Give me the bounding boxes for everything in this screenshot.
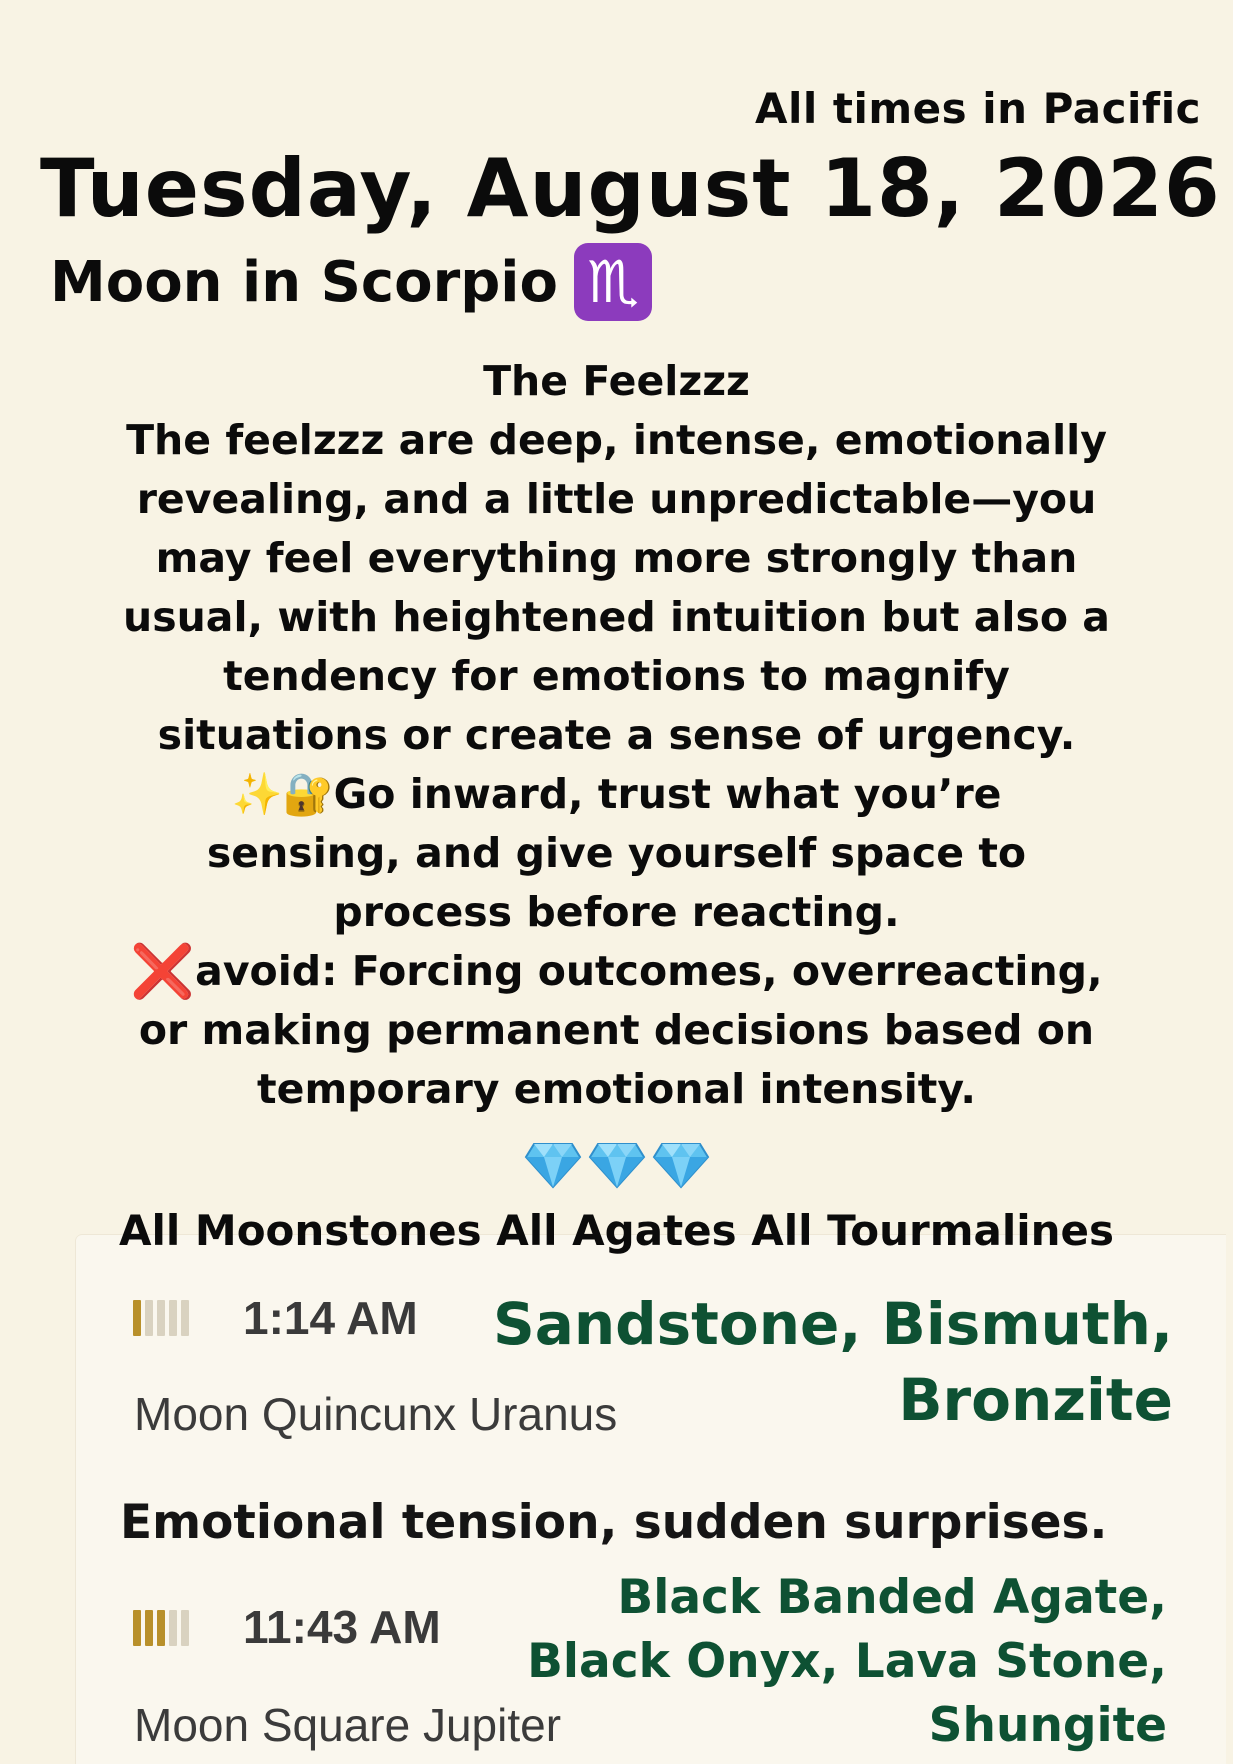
intensity-bar-empty: [169, 1300, 177, 1336]
intensity-meter: [133, 1300, 189, 1336]
feels-line: revealing, and a little unpredictable—you: [136, 475, 1097, 523]
gem-icon: [652, 1140, 710, 1190]
advice-text: Go inward, trust what you’re: [333, 770, 1002, 818]
intensity-bar-filled: [133, 1300, 141, 1336]
intensity-bar-filled: [157, 1610, 165, 1646]
feels-line: The feelzzz are deep, intense, emotionally: [126, 416, 1107, 464]
avoid-line: temporary emotional intensity.: [257, 1065, 976, 1113]
advice-line: [70, 765, 1163, 824]
stones-line: Sandstone, Bismuth,: [492, 1290, 1173, 1358]
feels-line: situations or create a sense of urgency.: [157, 711, 1076, 759]
gem-icon: [588, 1140, 646, 1190]
cross-mark-icon: ❌: [130, 942, 196, 1002]
intensity-bar-filled: [145, 1610, 153, 1646]
advice-line: process before reacting.: [333, 888, 900, 936]
intensity-bar-empty: [169, 1610, 177, 1646]
intensity-bar-empty: [181, 1300, 189, 1336]
event-aspect: Moon Quincunx Uranus: [134, 1388, 618, 1440]
intensity-bar-empty: [145, 1300, 153, 1336]
intensity-bar-empty: [157, 1300, 165, 1336]
advice-line: sensing, and give yourself space to: [206, 829, 1027, 877]
feels-line: tendency for emotions to magnify: [223, 652, 1010, 700]
intensity-meter: [133, 1610, 189, 1646]
avoid-line: or making permanent decisions based on: [138, 1006, 1095, 1054]
intensity-bar-empty: [181, 1610, 189, 1646]
scorpio-icon: ♏: [574, 243, 652, 321]
gem-icons-row: [0, 1140, 1233, 1190]
feels-heading: The Feelzzz: [483, 357, 750, 405]
gem-icon: [524, 1140, 582, 1190]
sparkles-lock-icon: ✨🔐: [231, 770, 334, 818]
stones-line: Black Banded Agate,: [617, 1570, 1167, 1625]
avoid-text: avoid: Forcing outcomes, overreacting,: [195, 947, 1103, 995]
stones-line: Bronzite: [898, 1366, 1173, 1434]
event-aspect: Moon Square Jupiter: [134, 1699, 562, 1751]
intensity-bar-filled: [133, 1610, 141, 1646]
stones-line: Shungite: [928, 1698, 1167, 1753]
feels-section: [70, 352, 1163, 1119]
event-time: 1:14 AM: [243, 1292, 418, 1344]
date-title: Tuesday, August 18, 2026: [40, 142, 1221, 235]
event-stones: [493, 1286, 1173, 1438]
event-meaning: Emotional tension, sudden surprises.: [120, 1495, 1108, 1550]
event-stones: [527, 1566, 1167, 1758]
feels-line: may feel everything more strongly than: [155, 534, 1078, 582]
moon-sign-text: Moon in Scorpio: [50, 249, 558, 315]
event-time: 11:43 AM: [243, 1601, 441, 1653]
moon-sign-heading: [50, 243, 652, 321]
stones-heading: All Moonstones All Agates All Tourmalines: [118, 1206, 1115, 1255]
avoid-line: [70, 942, 1163, 1001]
timezone-note: All times in Pacific: [754, 84, 1201, 133]
feels-line: usual, with heightened intuition but also a: [123, 593, 1110, 641]
stones-line: Black Onyx, Lava Stone,: [527, 1634, 1167, 1689]
